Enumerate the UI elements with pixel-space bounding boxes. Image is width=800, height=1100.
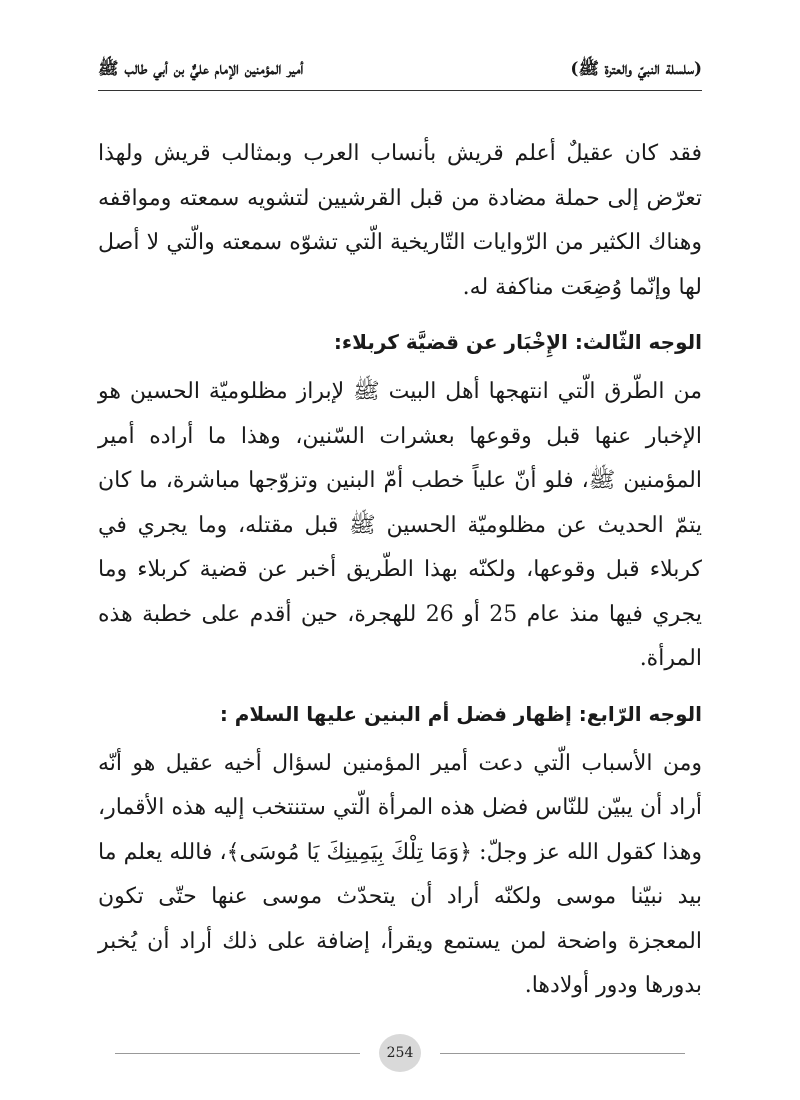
book-title: أمير المؤمنين الإمام عليٌّ بن أبي طالب ﷺ: [98, 59, 304, 79]
section-heading-third: الوجه الثّالث: الإِخْبَار عن قضيَّة كربلاء:: [333, 330, 702, 354]
footer-rule-left: [115, 1053, 360, 1054]
paragraph-umm-albanin: ومن الأسباب الّتي دعت أمير المؤمنين لسؤال أخيه عقيل هو أنّه أراد أن يبيّن للنّاس فضل هذه المرأة الّتي ستنتخب إليه هذه الأقمار، وهذا كقول الله عز وجلّ: ﴿وَمَا تِلْكَ بِيَمِينِكَ يَا مُوسَى﴾، فالله يعلم ما بيد نبيّنا موسى ولكنّه أراد أن يتحدّث موسى عنها حتّى تكون المعجزة واضحة لمن يستمع ويقرأ، إضافة على ذلك أراد أن يُخبر بدورها ودور أولادها.: [98, 750, 702, 998]
page-body: [98, 132, 702, 1009]
header-divider: [98, 90, 702, 91]
series-title: (سلسلة النبيّ والعترة ﷺ): [570, 59, 702, 79]
page-footer: [115, 1034, 685, 1074]
paragraph-aqil: فقد كان عقيلٌ أعلم قريش بأنساب العرب وبمثالب قريش ولهذا تعرّض إلى حملة مضادة من قبل القرشيين لتشويه سمعته ومواقفه وهناك الكثير من الرّوايات التّاريخية الّتي تشوّه سمعته والّتي لا أصل لها وإنّما وُضِعَت مناكفة له.: [98, 141, 702, 300]
paragraph-karbala: من الطّرق الّتي انتهجها أهل البيت ﷺ لإبراز مظلوميّة الحسين هو الإخبار عنها قبل وقوعها بعشرات السّنين، وهذا ما أراده أمير المؤمنين ﷺ، فلو أنّ علياً خطب أمّ البنين وتزوّجها مباشرة، ما كان يتمّ الحديث عن مظلوميّة الحسين ﷺ قبل مقتله، وما يجري في كربلاء قبل وقوعها، ولكنّه بهذا الطّريق أخبر عن قضية كربلاء وما يجري فيها منذ عام 25 أو 26 للهجرة، حين أقدم على خطبة هذه المرأة.: [98, 379, 702, 671]
running-header: [98, 52, 702, 92]
section-heading-fourth: الوجه الرّابع: إظهار فضل أم البنين عليها السلام :: [219, 701, 702, 726]
footer-rule-right: [440, 1053, 685, 1054]
page-number: 254: [379, 1034, 421, 1072]
